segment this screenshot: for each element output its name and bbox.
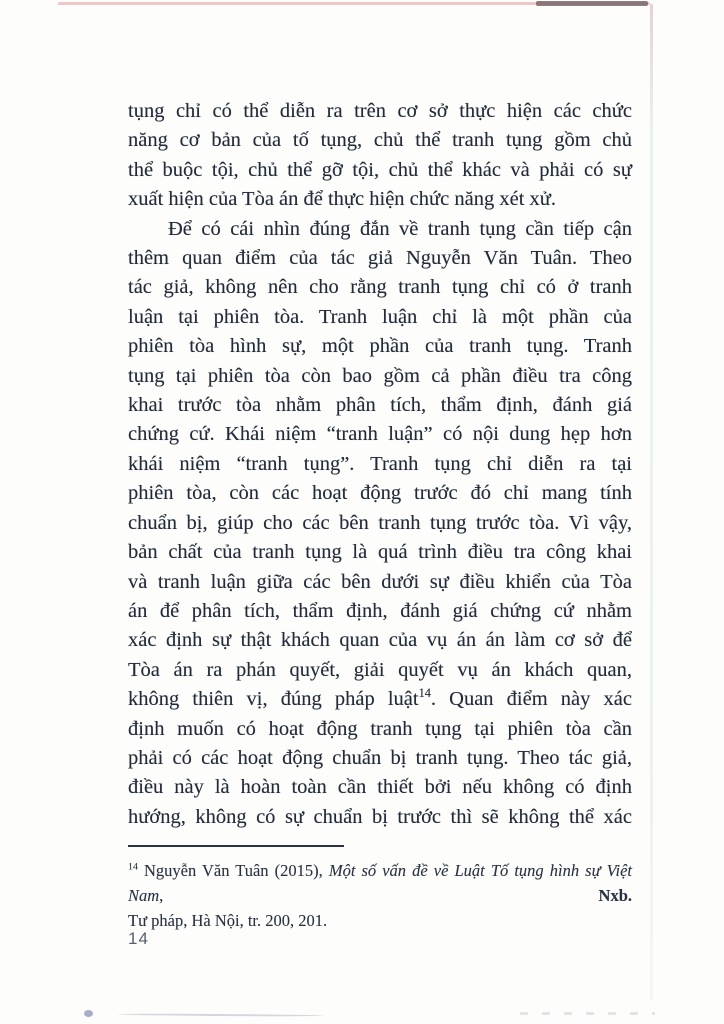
text-line: thể buộc tội, chủ thể gỡ tội, chủ thể khác và phải có sự [128, 158, 632, 181]
page-edge-artifact-right [650, 4, 653, 1000]
page-edge-artifact-top-dark [536, 1, 648, 6]
text-line: hướng, không có sự chuẩn bị trước thì sẽ không thể xác [128, 805, 632, 828]
text-line: không thiên vị, đúng pháp luật$^{14}$. Quan điểm này xác [128, 686, 632, 711]
text-line: phải có các hoạt động chuẩn bị tranh tụng. Theo tác giả, [128, 746, 632, 769]
text-line: năng cơ bản của tố tụng, chủ thể tranh tụng gồm chủ [128, 129, 632, 152]
footnote [128, 858, 632, 933]
text-line: tác giả, không nên cho rằng tranh tụng chỉ có ở tranh [128, 276, 632, 299]
text-line: tụng tại phiên tòa còn bao gồm cả phần điều tra công [128, 364, 632, 387]
text-line: Tư pháp, Hà Nội, tr. 200, 201. [128, 911, 328, 930]
page-edge-artifact-bottom-dot [84, 1010, 93, 1017]
text-line: bản chất của tranh tụng là quá trình điều tra công khai [128, 541, 632, 564]
text-line: điều này là hoàn toàn cần thiết bởi nếu không có định [128, 776, 632, 799]
text-line: khai trước tòa nhằm phân tích, thẩm định, đánh giá [128, 394, 632, 417]
text-line: định muốn có hoạt động tranh tụng tại phiên tòa cần [128, 717, 632, 740]
text-line: khái niệm “tranh tụng”. Tranh tụng chỉ diễn ra tại [128, 452, 632, 475]
text-line: xuất hiện của Tòa án để thực hiện chức năng xét xử. [128, 188, 556, 211]
page-edge-artifact-bottom [118, 1013, 323, 1016]
page-number: 14 [128, 929, 149, 948]
text-line: phiên tòa hình sự, một phần của tranh tụng. Tranh [128, 335, 632, 358]
text-line: xác định sự thật khách quan của vụ án án làm cơ sở để [128, 629, 632, 652]
text-line: chuẩn bị, giúp cho các bên tranh tụng trước tòa. Vì vậy, [128, 511, 632, 534]
text-line: và tranh luận giữa các bên dưới sự điều khiển của Tòa [128, 570, 632, 593]
text-line: án để phân tích, thẩm định, đánh giá chứng cứ nhằm [128, 599, 632, 622]
footnote-separator [128, 845, 344, 847]
body-text [128, 97, 632, 832]
text-line: Để có cái nhìn đúng đắn về tranh tụng cần tiếp cận [168, 217, 632, 240]
text-line: thêm quan điểm của tác giả Nguyễn Văn Tuân. Theo [128, 247, 632, 270]
text-line: chứng cứ. Khái niệm “tranh luận” có nội dung hẹp hơn [128, 423, 632, 446]
text-line: $^{14}$ Nguyễn Văn Tuân (2015), Một số vấn đề về Luật Tố tụng hình sự Việt Nam, Nxb. [128, 861, 632, 905]
text-line: tụng chỉ có thể diễn ra trên cơ sở thực hiện các chức [128, 100, 632, 122]
text-line: Tòa án ra phán quyết, giải quyết vụ án khách quan, [128, 658, 632, 681]
text-line: luận tại phiên tòa. Tranh luận chỉ là một phần của [128, 305, 632, 328]
page-edge-artifact-bottom-marks [520, 1012, 655, 1015]
text-line: phiên tòa, còn các hoạt động trước đó chỉ mang tính [128, 482, 632, 505]
